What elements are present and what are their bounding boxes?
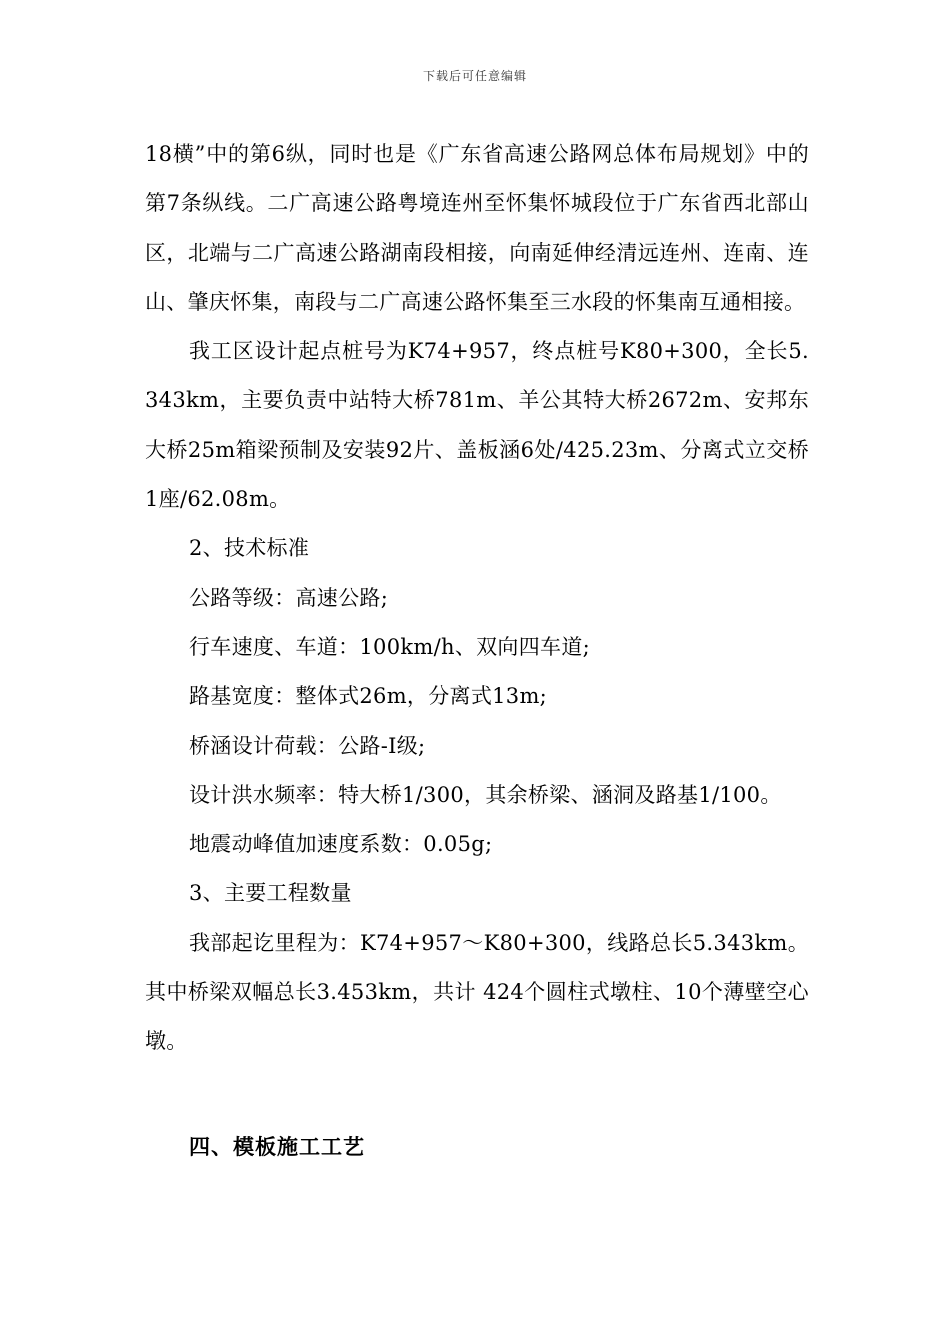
document-body	[145, 130, 809, 1067]
paragraph-quantities: 我部起讫里程为：K74+957～K80+300，线路总长5.343km。其中桥梁双幅总长3.453km，共计 424个圆柱式墩柱、10个薄壁空心墩。	[145, 930, 809, 1054]
spec-bridge-load: 桥涵设计荷载：公路-Ⅰ级;	[189, 733, 426, 758]
section-heading: 四、模板施工工艺	[189, 1134, 365, 1159]
spec-seismic-coefficient: 地震动峰值加速度系数：0.05g;	[189, 832, 493, 857]
subheading-technical-standards: 2、技术标准	[189, 536, 310, 561]
page-header: 下载后可任意编辑	[422, 69, 527, 83]
paragraph-work-zone: 我工区设计起点桩号为K74+957，终点桩号K80+300，全长5.343km，主要负责中站特大桥781m、羊公其特大桥2672m、安邦东大桥25m箱梁预制及安装92片、盖板涵6处/425.23m、分离式立交桥1座/62.08m。	[145, 339, 809, 512]
spec-speed-lanes: 行车速度、车道：100km/h、双向四车道;	[189, 634, 590, 659]
subheading-main-quantities: 3、主要工程数量	[189, 881, 352, 906]
spec-road-grade: 公路等级：高速公路;	[189, 585, 389, 610]
spec-roadbed-width: 路基宽度：整体式26m，分离式13m;	[189, 684, 548, 709]
spec-flood-frequency: 设计洪水频率：特大桥1/300，其余桥梁、涵洞及路基1/100。	[189, 782, 782, 807]
paragraph-route-intro: 18横”中的第6纵，同时也是《广东省高速公路网总体布局规划》中的第7条纵线。二广高速公路粤境连州至怀集怀城段位于广东省西北部山区，北端与二广高速公路湖南段相接，向南延伸经清远连州、连南、连山、肇庆怀集，南段与二广高速公路怀集至三水段的怀集南互通相接。	[145, 142, 809, 314]
